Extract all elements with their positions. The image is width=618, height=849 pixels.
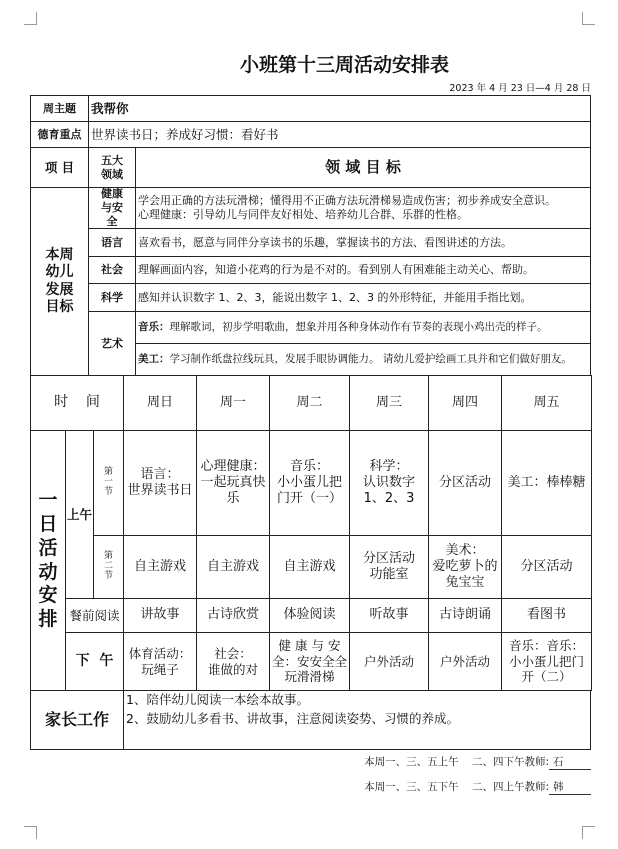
pre-meal-activity: 讲故事 <box>123 598 197 633</box>
teacher-name: 韩 <box>549 779 591 795</box>
period2-activity: 自主游戏 <box>269 535 350 599</box>
period1-activity: 音乐： 小小蛋儿把门开（一） <box>269 430 350 536</box>
goal-health-1: 学会用正确的方法玩滑梯；懂得用不正确方法玩滑梯易造成伤害；初步养成安全意识。 <box>138 194 556 208</box>
domain-health: 健康与安全 <box>88 187 136 229</box>
morning-label: 上午 <box>65 430 94 599</box>
music-text: 理解歌词，初步学唱歌曲，想象并用各种身体动作有节奏的表现小鸡出壳的样子。 <box>169 320 548 333</box>
teacher-name: 石 <box>549 754 591 770</box>
afternoon-activity: 健 康 与 安全：安安全全玩滑滑梯 <box>269 632 350 691</box>
period2-activity: 分区活动 功能室 <box>349 535 429 599</box>
parents-label: 家长工作 <box>30 690 124 750</box>
period2-label: 第二节 <box>93 535 124 599</box>
corner-mark <box>24 12 37 25</box>
theme-value: 我帮你 <box>88 95 591 122</box>
period1-activity: 心理健康： 一起玩真快乐 <box>196 430 270 536</box>
teacher-line-2 <box>364 779 591 795</box>
period1-activity: 语言： 世界读书日 <box>123 430 197 536</box>
afternoon-activity: 户外活动 <box>428 632 502 691</box>
corner-mark <box>582 12 595 25</box>
domain-social: 社会 <box>88 256 136 284</box>
page-title: 小班第十三周活动安排表 <box>240 54 450 76</box>
period2-activity: 美术： 爱吃萝卜的兔宝宝 <box>428 535 502 599</box>
afternoon-label: 下 午 <box>65 632 124 691</box>
day-header: 周二 <box>269 375 350 431</box>
afternoon-activity: 体育活动： 玩绳子 <box>123 632 197 691</box>
teacher-schedule: 本周一、三、五下午 二、四上午教师: <box>364 781 549 793</box>
goal-craft <box>135 343 591 376</box>
goal-language: 喜欢看书，愿意与同伴分享读书的乐趣，掌握读书的方法、看图讲述的方法。 <box>135 228 591 257</box>
day-header: 周日 <box>123 375 197 431</box>
item-header: 项 目 <box>30 147 89 188</box>
pre-meal-activity: 看图书 <box>501 598 592 633</box>
music-label: 音乐： <box>138 320 170 333</box>
period1-label: 第一节 <box>93 430 124 536</box>
corner-mark <box>582 826 595 839</box>
craft-label: 美工： <box>138 352 170 365</box>
goal-health-2: 心理健康：引导幼儿与同伴友好相处、培养幼儿合群、乐群的性格。 <box>138 208 468 221</box>
pre-meal-label: 餐前阅读 <box>65 598 124 633</box>
period1-activity: 科学： 认识数字 1、2、3 <box>349 430 429 536</box>
moral-value: 世界读书日；养成好习惯：看好书 <box>88 121 591 148</box>
teacher-schedule: 本周一、三、五上午 二、四下午教师: <box>364 756 549 768</box>
craft-text: 学习制作纸盘拉线玩具，发展手眼协调能力。 请幼儿爱护绘画工具并和它们做好朋友。 <box>169 352 572 365</box>
pre-meal-activity: 古诗欣赏 <box>196 598 270 633</box>
corner-mark <box>24 826 37 839</box>
time-header: 时 间 <box>30 375 124 431</box>
period1-activity: 美工：棒棒糖 <box>501 430 592 536</box>
goals-label: 本周幼儿发展目标 <box>30 187 89 376</box>
five-domains-header: 五大领域 <box>88 147 136 188</box>
goal-music <box>135 311 591 344</box>
afternoon-activity: 音乐：音乐：小小蛋儿把门开（二） <box>501 632 592 691</box>
domain-art: 艺术 <box>88 311 136 376</box>
daily-activities-label: 一日活动安排 <box>30 430 66 691</box>
pre-meal-activity: 古诗朗诵 <box>428 598 502 633</box>
day-header: 周五 <box>501 375 592 431</box>
period2-activity: 自主游戏 <box>123 535 197 599</box>
theme-label: 周主题 <box>30 95 89 122</box>
day-header: 周一 <box>196 375 270 431</box>
afternoon-activity: 户外活动 <box>349 632 429 691</box>
parents-item-2: 2、鼓励幼儿多看书、讲故事，注意阅读姿势、习惯的养成。 <box>126 710 459 726</box>
period2-activity: 分区活动 <box>501 535 592 599</box>
domain-goals-header: 领 域 目 标 <box>135 147 591 188</box>
pre-meal-activity: 听故事 <box>349 598 429 633</box>
domain-language: 语言 <box>88 228 136 257</box>
day-header: 周四 <box>428 375 502 431</box>
teacher-line-1 <box>364 754 591 770</box>
date-range: 2023 年 4 月 23 日—4 月 28 日 <box>449 83 591 94</box>
day-header: 周三 <box>349 375 429 431</box>
goal-science: 感知并认识数字 1、2、3，能说出数字 1、2、3 的外形特征，并能用手指比划。 <box>135 283 591 312</box>
afternoon-activity: 社会： 谁做的对 <box>196 632 270 691</box>
moral-label: 德育重点 <box>30 121 89 148</box>
period2-activity: 自主游戏 <box>196 535 270 599</box>
domain-science: 科学 <box>88 283 136 312</box>
goal-social: 理解画面内容，知道小花鸡的行为是不对的。看到别人有困难能主动关心、帮助。 <box>135 256 591 284</box>
parents-item-1: 1、陪伴幼儿阅读一本绘本故事。 <box>126 692 309 707</box>
period1-activity: 分区活动 <box>428 430 502 536</box>
pre-meal-activity: 体验阅读 <box>269 598 350 633</box>
